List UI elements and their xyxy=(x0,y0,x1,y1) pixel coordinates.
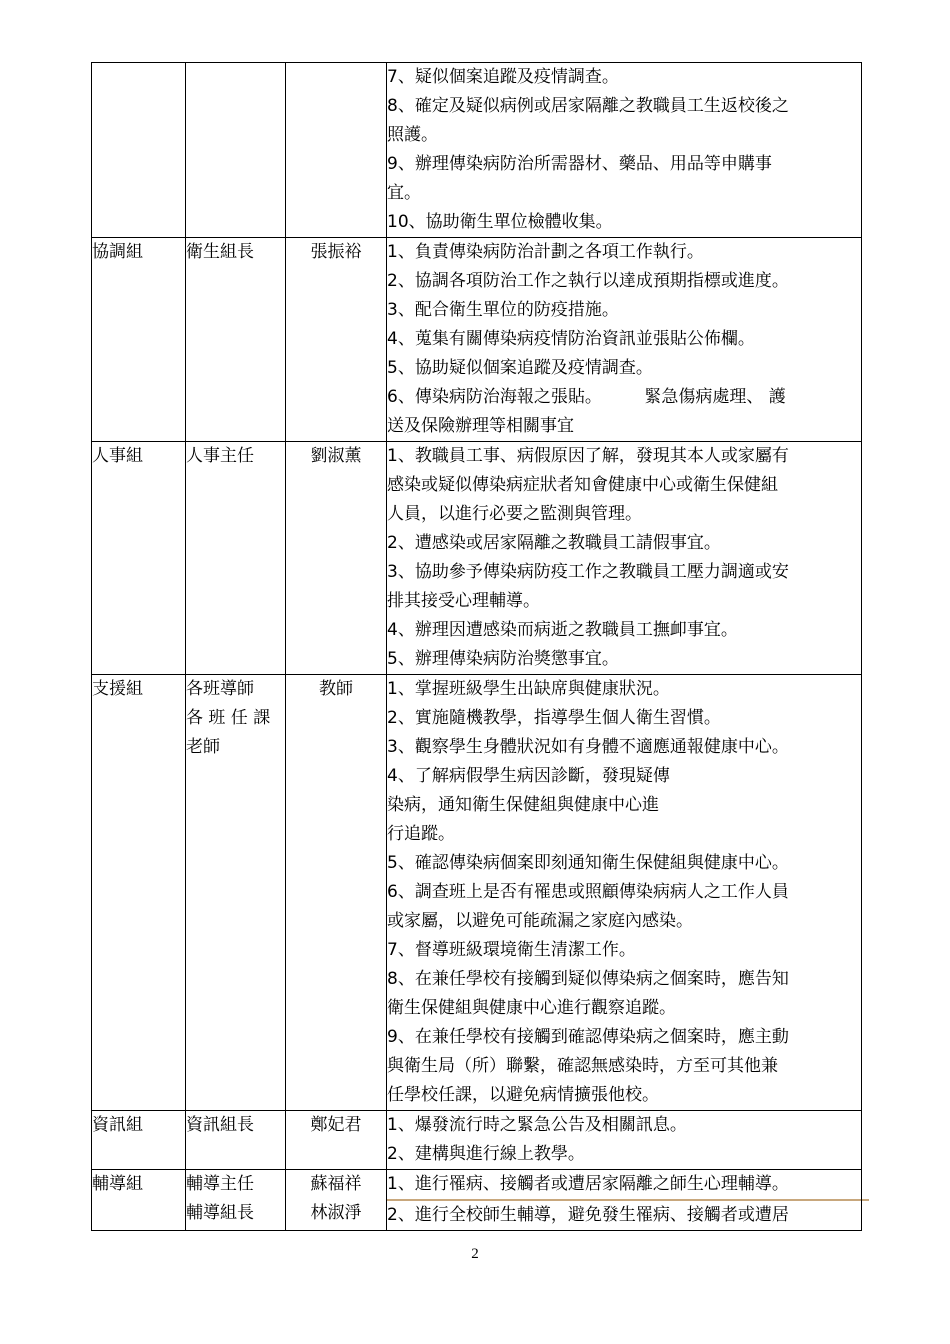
duty-line: 1、負責傳染病防治計劃之各項工作執行。 xyxy=(387,242,704,262)
duty-line: 照護。 xyxy=(387,125,438,145)
duty-line: 宜。 xyxy=(387,183,421,203)
table-row xyxy=(92,238,862,442)
duty-line: 1、爆發流行時之緊急公告及相關訊息。 xyxy=(387,1115,687,1135)
duty-line: 送及保險辦理等相關事宜 xyxy=(387,416,574,436)
duty-table xyxy=(91,62,862,1231)
role-label: 老師 xyxy=(186,737,220,757)
page-number: 2 xyxy=(471,1246,479,1262)
role-label: 各班導師 xyxy=(186,679,254,699)
name-cell xyxy=(286,1111,387,1170)
duty-line: 8、確定及疑似病例或居家隔離之教職員工生返校後之 xyxy=(387,96,789,116)
name-cell xyxy=(286,1170,387,1231)
name-cell xyxy=(286,63,387,238)
duty-cell xyxy=(387,1170,862,1231)
duty-line: 衛生保健組與健康中心進行觀察追蹤。 xyxy=(387,998,676,1018)
group-cell: 協調組 xyxy=(92,238,186,442)
table-row xyxy=(92,675,862,1111)
role-label: 衛生組長 xyxy=(186,242,254,262)
name-cell xyxy=(286,238,387,442)
duty-line: 2、建構與進行線上教學。 xyxy=(387,1144,585,1164)
duty-line: 5、確認傳染病個案即刻通知衛生保健組與健康中心。 xyxy=(387,853,789,873)
duty-line: 人員，以進行必要之監測與管理。 xyxy=(387,504,642,524)
role-label: 輔導組長 xyxy=(186,1203,254,1223)
role-cell xyxy=(186,63,286,238)
duty-line: 染病，通知衛生保健組與健康中心進 xyxy=(387,795,659,815)
duty-line: 5、協助疑似個案追蹤及疫情調查。 xyxy=(387,358,653,378)
duty-line: 2、實施隨機教學，指導學生個人衛生習慣。 xyxy=(387,708,721,728)
duty-line: 7、疑似個案追蹤及疫情調查。 xyxy=(387,67,619,87)
table-row xyxy=(92,1170,862,1231)
duty-cell xyxy=(387,1111,862,1170)
person-name: 蘇福祥 xyxy=(310,1174,362,1194)
duty-line: 2、進行全校師生輔導，避免發生罹病、接觸者或遭居 xyxy=(387,1205,789,1225)
role-label: 各 班 任 課 xyxy=(186,708,271,728)
person-name: 教師 xyxy=(319,679,353,699)
duty-line: 或家屬，以避免可能疏漏之家庭內感染。 xyxy=(387,911,693,931)
person-name: 林淑淨 xyxy=(310,1203,362,1223)
duty-line: 任學校任課，以避免病情擴張他校。 xyxy=(387,1085,659,1105)
group-cell: 人事組 xyxy=(92,442,186,675)
duty-line: 4、辦理因遭感染而病逝之教職員工撫卹事宜。 xyxy=(387,620,738,640)
duty-line: 1、教職員工事、病假原因了解，發現其本人或家屬有 xyxy=(387,446,789,466)
group-cell: 輔導組 xyxy=(92,1170,186,1231)
table-row xyxy=(92,442,862,675)
group-cell: 支援組 xyxy=(92,675,186,1111)
duty-line: 2、協調各項防治工作之執行以達成預期指標或進度。 xyxy=(387,271,789,291)
role-cell xyxy=(186,1111,286,1170)
duty-line: 9、辦理傳染病防治所需器材、藥品、用品等申購事 xyxy=(387,154,772,174)
duty-line: 10、協助衛生單位檢體收集。 xyxy=(387,212,613,232)
role-label: 資訊組長 xyxy=(186,1115,254,1135)
role-cell xyxy=(186,442,286,675)
name-cell xyxy=(286,675,387,1111)
group-cell xyxy=(92,63,186,238)
table-row xyxy=(92,63,862,238)
group-cell: 資訊組 xyxy=(92,1111,186,1170)
duty-line: 行追蹤。 xyxy=(387,824,455,844)
duty-line: 感染或疑似傳染病症狀者知會健康中心或衛生保健組 xyxy=(387,475,778,495)
duty-line: 與衛生局（所）聯繫，確認無感染時，方至可其他兼 xyxy=(387,1056,778,1076)
duty-line-highlighted: 1、進行罹病、接觸者或遭居家隔離之師生心理輔導。 xyxy=(387,1170,869,1201)
duty-cell xyxy=(387,442,862,675)
role-cell xyxy=(186,1170,286,1231)
duty-cell xyxy=(387,238,862,442)
duty-line: 1、掌握班級學生出缺席與健康狀況。 xyxy=(387,679,670,699)
duty-line: 7、督導班級環境衛生清潔工作。 xyxy=(387,940,636,960)
duty-line: 9、在兼任學校有接觸到確認傳染病之個案時，應主動 xyxy=(387,1027,789,1047)
duty-line: 6、傳染病防治海報之張貼。 緊急傷病處理、 護 xyxy=(387,387,786,407)
name-cell xyxy=(286,442,387,675)
role-cell xyxy=(186,675,286,1111)
person-name: 鄭妃君 xyxy=(310,1115,362,1135)
duty-line: 6、調查班上是否有罹患或照顧傳染病病人之工作人員 xyxy=(387,882,789,902)
role-cell xyxy=(186,238,286,442)
duty-line: 5、辦理傳染病防治獎懲事宜。 xyxy=(387,649,619,669)
person-name: 張振裕 xyxy=(310,242,362,262)
duty-line: 2、遭感染或居家隔離之教職員工請假事宜。 xyxy=(387,533,721,553)
duty-line: 4、蒐集有關傳染病疫情防治資訊並張貼公佈欄。 xyxy=(387,329,755,349)
person-name: 劉淑薰 xyxy=(310,446,362,466)
duty-cell xyxy=(387,63,862,238)
duty-line: 3、觀察學生身體狀況如有身體不適應通報健康中心。 xyxy=(387,737,789,757)
role-label: 人事主任 xyxy=(186,446,254,466)
duty-line: 3、配合衛生單位的防疫措施。 xyxy=(387,300,619,320)
duty-line: 排其接受心理輔導。 xyxy=(387,591,540,611)
duty-line: 8、在兼任學校有接觸到疑似傳染病之個案時，應告知 xyxy=(387,969,789,989)
duty-line: 4、了解病假學生病因診斷，發現疑傳 xyxy=(387,766,670,786)
duty-line: 3、協助參予傳染病防疫工作之教職員工壓力調適或安 xyxy=(387,562,789,582)
role-label: 輔導主任 xyxy=(186,1174,254,1194)
duty-cell xyxy=(387,675,862,1111)
table-row xyxy=(92,1111,862,1170)
